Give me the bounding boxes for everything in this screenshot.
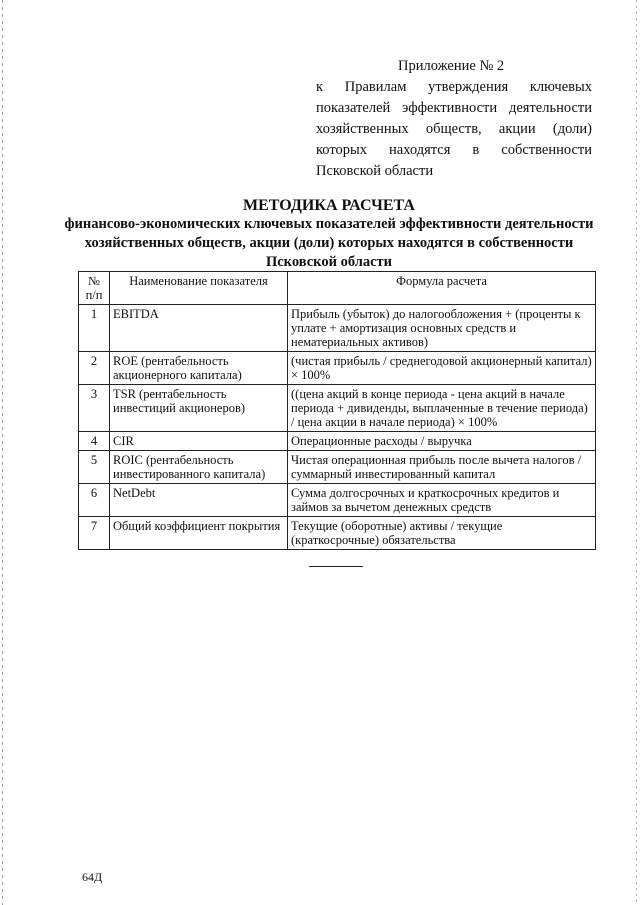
scan-edge-left [2, 0, 3, 905]
row-formula: Сумма долгосрочных и краткосрочных кредитов и займов за вычетом денежных средств [288, 484, 596, 517]
table-row [79, 352, 596, 385]
row-formula: (чистая прибыль / среднегодовой акционерный капитал) × 100% [288, 352, 596, 385]
row-name: ROE (рентабельность акционерного капитала) [110, 352, 288, 385]
row-formula: Прибыль (убыток) до налогообложения + (проценты к уплате + амортизация основных средств и нематериальных активов) [288, 305, 596, 352]
row-num: 4 [79, 432, 110, 451]
appendix-text: к Правилам утверждения ключевых показателей эффективности деятельности хозяйственных обществ, акции (доли) которых находятся в собственности Псковской области [316, 79, 592, 179]
table-row [79, 305, 596, 352]
table-row [79, 385, 596, 432]
row-num: 1 [79, 305, 110, 352]
row-num: 2 [79, 352, 110, 385]
table-row [79, 517, 596, 550]
heading-sub: финансово-экономических ключевых показателей эффективности деятельности хозяйственных обществ, акции (доли) которых находятся в собственности Псковской области [64, 216, 594, 270]
row-name: TSR (рентабельность инвестиций акционеров) [110, 385, 288, 432]
row-formula: Чистая операционная прибыль после вычета налогов / суммарный инвестированный капитал [288, 451, 596, 484]
row-formula: ((цена акций в конце периода - цена акций в начале периода + дивиденды, выплаченные в течение периода) / цена акции в начале периода) × 100% [288, 385, 596, 432]
heading-main: МЕТОДИКА РАСЧЕТА [243, 197, 415, 214]
row-num: 6 [79, 484, 110, 517]
row-name: ROIC (рентабельность инвестированного капитала) [110, 451, 288, 484]
row-name: CIR [110, 432, 288, 451]
metrics-table [78, 271, 596, 550]
page-code: 64Д [82, 870, 103, 884]
row-formula: Текущие (оборотные) активы / текущие (краткосрочные) обязательства [288, 517, 596, 550]
header-formula: Формула расчета [288, 272, 596, 305]
header-num: № п/п [79, 272, 110, 305]
scan-edge-right [636, 0, 637, 905]
row-num: 5 [79, 451, 110, 484]
table-header-row [79, 272, 596, 305]
row-name: EBITDA [110, 305, 288, 352]
table-row [79, 451, 596, 484]
closing-divider [309, 566, 363, 567]
appendix-block [316, 56, 592, 182]
row-formula: Операционные расходы / выручка [288, 432, 596, 451]
row-name: NetDebt [110, 484, 288, 517]
header-name: Наименование показателя [110, 272, 288, 305]
table-row [79, 484, 596, 517]
appendix-title: Приложение № 2 [398, 58, 505, 74]
row-num: 3 [79, 385, 110, 432]
row-name: Общий коэффициент покрытия [110, 517, 288, 550]
document-heading [60, 196, 598, 272]
row-num: 7 [79, 517, 110, 550]
table-row [79, 432, 596, 451]
